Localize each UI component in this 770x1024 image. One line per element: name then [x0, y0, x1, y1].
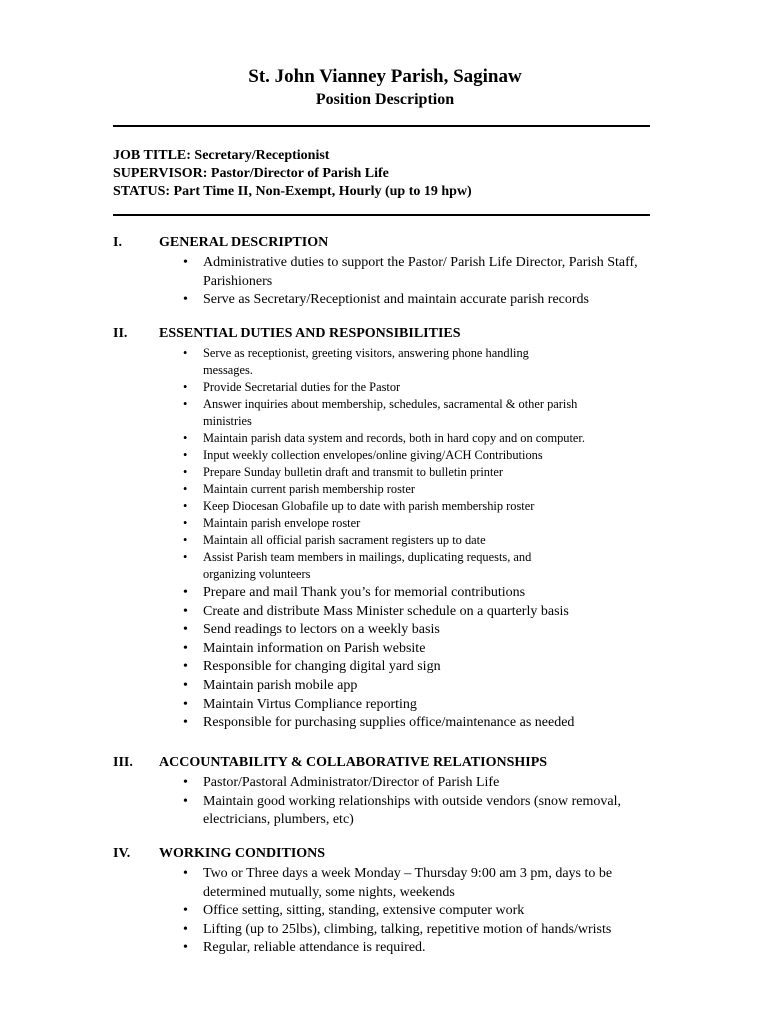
section-accountability [113, 755, 673, 830]
list-item: • Send readings to lectors on a weekly basis [113, 621, 673, 640]
section-numeral: I. [113, 235, 122, 250]
list-item: • Maintain good working relationships with outside vendors (snow removal, electricians, plumbers, etc) [113, 793, 673, 830]
list-item: • Maintain all official parish sacrament registers up to date [113, 532, 578, 549]
list-item: • Serve as receptionist, greeting visitors, answering phone handling messages. [113, 345, 578, 379]
section-numeral: II. [113, 326, 128, 341]
job-title-line: JOB TITLE: Secretary/Receptionist [113, 148, 330, 163]
section-heading [113, 326, 673, 345]
list-item: • Provide Secretarial duties for the Pastor [113, 379, 578, 396]
status-line: STATUS: Part Time II, Non-Exempt, Hourly (up to 19 hpw) [113, 184, 472, 199]
list-item: • Serve as Secretary/Receptionist and maintain accurate parish records [113, 291, 668, 310]
section-numeral: IV. [113, 846, 131, 861]
top-divider [113, 125, 650, 127]
list-item: • Lifting (up to 25lbs), climbing, talking, repetitive motion of hands/wrists [113, 921, 673, 940]
document-subtitle: Position Description [315, 91, 455, 108]
section-general-description [113, 235, 673, 310]
list-item: • Pastor/Pastoral Administrator/Director of Parish Life [113, 774, 673, 793]
list-item: • Maintain parish mobile app [113, 677, 673, 696]
list-item: • Maintain information on Parish website [113, 640, 673, 659]
header-divider [113, 214, 650, 216]
section-title: ACCOUNTABILITY & COLLABORATIVE RELATIONSHIPS [159, 755, 548, 770]
list-item: • Regular, reliable attendance is required. [113, 939, 673, 958]
section-essential-duties [113, 326, 673, 733]
list-item: • Maintain parish data system and records, both in hard copy and on computer. [113, 430, 763, 447]
list-item: • Input weekly collection envelopes/online giving/ACH Contributions [113, 447, 763, 464]
list-item: • Prepare Sunday bulletin draft and transmit to bulletin printer [113, 464, 578, 481]
list-item: • Two or Three days a week Monday – Thursday 9:00 am 3 pm, days to be determined mutually, some nights, weekends [113, 865, 673, 902]
document-title: St. John Vianney Parish, Saginaw [248, 66, 522, 87]
section-numeral: III. [113, 755, 133, 770]
list-item: • Administrative duties to support the Pastor/ Parish Life Director, Parish Staff, Parishioners [113, 254, 668, 291]
list-item: • Responsible for changing digital yard sign [113, 658, 673, 677]
list-item: • Maintain current parish membership roster [113, 481, 578, 498]
list-item: • Maintain parish envelope roster [113, 515, 578, 532]
section-working-conditions [113, 846, 673, 958]
list-item: • Prepare and mail Thank you’s for memorial contributions [113, 584, 673, 603]
supervisor-line: SUPERVISOR: Pastor/Director of Parish Life [113, 166, 389, 181]
section-title: ESSENTIAL DUTIES AND RESPONSIBILITIES [159, 326, 461, 341]
list-item: • Responsible for purchasing supplies office/maintenance as needed [113, 714, 673, 733]
section-heading [113, 235, 673, 254]
section-heading [113, 755, 673, 774]
section-heading [113, 846, 673, 865]
list-item: • Create and distribute Mass Minister schedule on a quarterly basis [113, 603, 673, 622]
list-item: • Assist Parish team members in mailings, duplicating requests, and organizing volunteers [113, 549, 578, 583]
section-title: WORKING CONDITIONS [159, 846, 326, 861]
list-item: • Answer inquiries about membership, schedules, sacramental & other parish ministries [113, 396, 578, 430]
list-item: • Maintain Virtus Compliance reporting [113, 696, 673, 715]
list-item: • Keep Diocesan Globafile up to date with parish membership roster [113, 498, 578, 515]
section-title: GENERAL DESCRIPTION [159, 235, 329, 250]
list-item: • Office setting, sitting, standing, extensive computer work [113, 902, 673, 921]
